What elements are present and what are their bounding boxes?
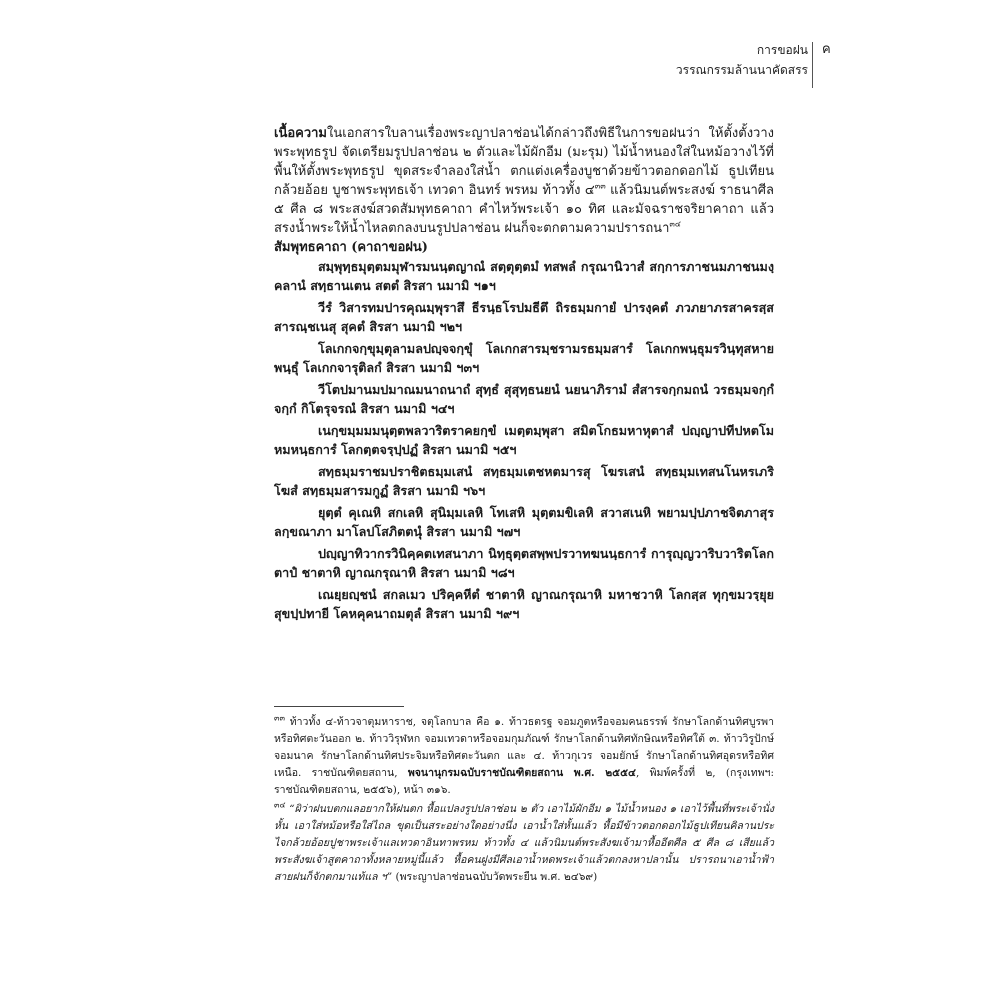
header-divider bbox=[812, 42, 813, 88]
footnote-citation-title: พจนานุกรมฉบับราชบัณฑิตยสถาน พ.ศ. ๒๕๕๔ bbox=[407, 767, 636, 779]
running-header bbox=[676, 40, 808, 80]
page-number: ค bbox=[822, 42, 831, 57]
verse-2: วีรํ วิสารทมปารคุณมฺพุราสึ ธีรนฺธโรปมธีตึ ถิรธมฺมกายํ ปารงฺคตํ ภวภยาภรสาครสฺส สารณฺชเนสุ สุคตํ สิรสา นมามิ ฯ๒ฯ bbox=[274, 300, 774, 334]
verse-3: โลเกกจกฺขุมฺตุลามลปญฺจจกฺขุํ โลเกกสารมฺชรามรธมฺมสารํ โลเกกพนฺธุมรวินฺทุสหายพนฺธุํ โลเกกจารุติลกํ สิรสา นมามิ ฯ๓ฯ bbox=[274, 341, 774, 375]
footnotes bbox=[274, 714, 774, 888]
section-heading: สัมพุทธคาถา (คาถาขอฝน) bbox=[274, 240, 428, 255]
footnote-ref-33: ๓๓ bbox=[594, 181, 606, 191]
footnote-source: (พระญาปลาช่อนฉบับวัดพระยืน พ.ศ. ๒๔๖๙) bbox=[392, 871, 598, 883]
footnote-33 bbox=[274, 714, 774, 799]
verse-9: เณยฺยญฺชนํ สกลเมว ปริคฺคหีตํ ชาตาหิ ญาณกรุณาหิ มหาชวาหิ โลกสฺส ทุกฺขมวรฺยุยสุขปฺปทายี โคหคุคนาถมตุลํ สิรสา นมามิ ฯ๙ฯ bbox=[274, 587, 774, 621]
intro-body-continued: แล้วนิมนต์พระสงฆ์ ราธนาศีล ๕ ศีล ๘ พระสงฆ์สวดสัมพุทธคาถา คำไหว้พระเจ้า ๑๐ ทิศ และมัจฉราชจริยาคาถา แล้วสรงน้ำพระให้น้ำไหลตกลงบนรูปปลาช่อน ฝนก็จะตกตามความปรารถนา bbox=[274, 183, 774, 236]
verse-7: ยุตฺตํ คุเณหิ สกเลหิ สุนิมฺมเลหิ โทเสหิ มุตฺตมขิเลหิ สวาสเนหิ พยามปฺปภาชจิตภาสุรลกฺขณาภา มาโลปโสภิตตนุํ สิรสา นมามิ ฯ๗ฯ bbox=[274, 505, 774, 539]
footnote-number: ๓๔ bbox=[274, 800, 286, 810]
intro-body: ในเอกสารใบลานเรื่องพระญาปลาช่อนได้กล่าวถึงพิธีในการขอฝนว่า ให้ตั้งตั้งวางพระพุทธรูป จัดเตรียมรูปปลาช่อน ๒ ตัวและไม้ผักอีม (มะรุม) ไม้น้ำหนองใส่ในหม้อวางไว้ที่พื้นให้ตั้งพระพุทธรูป ขุดสระจำลองใส่น้ำ ตกแต่งเครื่องบูชาด้วยข้าวตอกดอกไม้ ธูปเทียน กล้วยอ้อย บูชาพระพุทธเจ้า เทวดา อินทร์ พรหม ท้าวทั้ง ๔ bbox=[274, 126, 774, 198]
footnote-34 bbox=[274, 801, 774, 886]
footnote-text-end: , พิมพ์ครั้งที่ ๒, (กรุงเทพฯ: ราชบัณฑิตยสถาน, ๒๕๕๖), หน้า ๓๑๖. bbox=[274, 767, 774, 796]
intro-paragraph bbox=[274, 124, 774, 238]
footnote-text: ท้าวทั้ง ๔-ท้าวจาตุมหาราช, จตุโลกบาล คือ ๑. ท้าวธตรฐ จอมภูตหรือจอมคนธรรพ์ รักษาโลกด้านทิศบูรพาหรือทิศตะวันออก ๒. ท้าววิรุฬหก จอมเทวดาหรือจอมกุมภัณฑ์ รักษาโลกด้านทิศทักษิณหรือทิศใต้ ๓. ท้าววิรูปักษ์ จอมนาค รักษาโลกด้านทิศประจิมหรือทิศตะวันตก และ ๔. ท้าวกุเวร จอมยักษ์ รักษาโลกด้านทิศอุดรหรือทิศเหนือ. ราชบัณฑิตยสถาน, bbox=[274, 716, 774, 779]
intro-lead: เนื้อความ bbox=[274, 126, 328, 141]
header-chapter-title: การขอฝน bbox=[756, 43, 808, 57]
main-text bbox=[274, 124, 774, 626]
verse-1: สมฺพุทฺธมุตฺตมมุฬารมนนฺตญาณํ สตฺตุตฺตมํ ทสพลํ กรุณานิวาสํ สกฺการภาชนมภาชนมงฺคลานํ สทฺธานเตน สตตํ สิรสา นมามิ ฯ๑ฯ bbox=[274, 259, 774, 293]
footnote-quote: “ผิว่าฝนบตกแลอยากให้ฝนตก หื้อแปลงรูปปลาช่อน ๒ ตัว เอาไม้ผักอีม ๑ ไม้น้ำหนอง ๑ เอาไว้พื้นที่พระเจ้านั่งหั้น เอาใส่หม้อหรือใส่ไถล ขุดเป็นสระอย่างใดอย่างนึ่ง เอาน้ำใส่หั้นแล้ว หื้อมีข้าวตอกดอกไม้ธูปเทียนคิลานประไจกล้วยอ้อยปูชาพระเจ้าแลเทวดาอินทาพรหม ท้าวทั้ง ๔ แล้วนิมนต์พระสังฆเจ้ามาหื้ออีตศีล ๕ ศีล ๘ เสียแล้วพระสังฆเจ้าสูตคาถาทั้งหลายหมู่นี้แล้ว หื้อคนฝูงมีศีลเอาน้ำหดพระเจ้าแล้วตกลงหาปลานั้น ปรารถนาเอาน้ำฟ้าสายฝนก็จักตกมาแท้แล ฯ” bbox=[274, 803, 774, 883]
footnote-ref-34: ๓๔ bbox=[669, 219, 681, 229]
footnote-number: ๓๓ bbox=[274, 713, 285, 723]
header-book-title: วรรณกรรมล้านนาคัดสรร bbox=[675, 63, 808, 77]
verse-4: วีโตปมานมปมาณมนาถนาถํ สุทฺธํ สุสุทฺธนยนํ นยนาภิรามํ สํสารจกฺกมถนํ วรธมฺมจกฺกํ จกฺกํ กิโตรุจรณํ สิรสา นมามิ ฯ๔ฯ bbox=[274, 382, 774, 416]
verse-8: ปญฺญาทิวากรวินิคฺคตเทสนาภา นิทฺธุตฺตสพฺพปรวาทฆนนฺธการํ การุญฺญวาริบวาริตโลกตาปํ ชาตาหิ ญาณกรุณาหิ สิรสา นมามิ ฯ๘ฯ bbox=[274, 546, 774, 580]
verse-5: เนกฺขมฺมมมนุตฺตพลวาริตราคยกฺขํ เมตฺตมฺพุสา สมิตโกธมหาหุตาสํ ปญฺญาปทีปหตโมหมหนฺธการํ โลกตฺตจรฺปฺปฏํ สิรสา นมามิ ฯ๕ฯ bbox=[274, 423, 774, 457]
footnote-divider bbox=[274, 706, 404, 707]
verse-6: สทฺธมฺมราชมปราชิตธมฺมเสนํ สทฺธมฺมเตชหตมารสุ โฆรเสนํ สทฺธมฺมเทสนโนหรเภริโฆสํ สทฺธมฺมสารมกูฏํ สิรสา นมามิ ฯ๖ฯ bbox=[274, 464, 774, 498]
